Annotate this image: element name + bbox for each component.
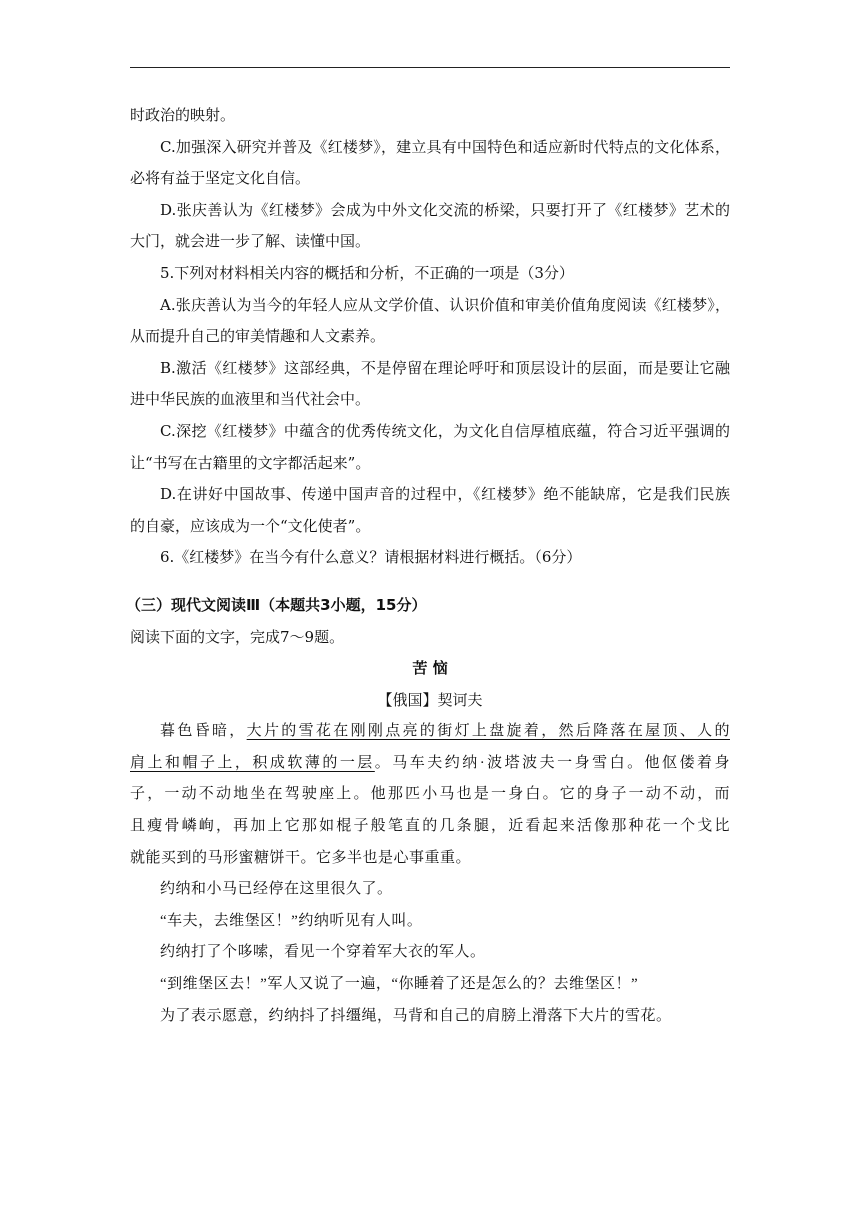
story-p3: “车夫，去维堡区！”约纳听见有人叫。 bbox=[160, 912, 423, 929]
story-p5: “到维堡区去！”军人又说了一遍，“你睡着了还是怎么的？去维堡区！” bbox=[160, 976, 639, 993]
section3-instruction: 阅读下面的文字，完成7～9题。 bbox=[130, 627, 345, 646]
story-author: 【俄国】契诃夫 bbox=[377, 690, 483, 709]
story-p1-line1-underlined: 大片的雪花在刚刚点亮的街灯上盘旋着，然后降落在屋顶、人的 bbox=[246, 723, 730, 740]
q5-option-d-line1: D.在讲好中国故事、传递中国声音的过程中，《红楼梦》绝不能缺席，它是我们民族 bbox=[160, 485, 730, 504]
story-p1-line1 bbox=[130, 716, 730, 748]
story-p1-line1-plain: 暮色昏暗， bbox=[160, 723, 247, 740]
header-rule bbox=[130, 67, 730, 68]
story-p1-line2-underlined: 肩上和帽子上，积成软薄的一层 bbox=[130, 754, 375, 771]
story-p1-line2 bbox=[130, 748, 730, 780]
q5-option-b-line1: B.激活《红楼梦》这部经典，不是停留在理论呼吁和顶层设计的层面，而是要让它融 bbox=[160, 358, 730, 377]
q4-option-d-line1: D.张庆善认为《红楼梦》会成为中外文化交流的桥梁，只要打开了《红楼梦》艺术的 bbox=[160, 200, 730, 219]
section-gap bbox=[130, 574, 730, 590]
story-p1-line5: 就能买到的马形蜜糖饼干。它多半也是心事重重。 bbox=[130, 849, 472, 866]
q5-option-c-line2: 让“书写在古籍里的文字都活起来”。 bbox=[130, 453, 371, 472]
q6-stem: 6.《红楼梦》在当今有什么意义？请根据材料进行概括。（6分） bbox=[160, 548, 582, 567]
q4-option-c-line1: C.加强深入研究并普及《红楼梦》，建立具有中国特色和适应新时代特点的文化体系， bbox=[160, 137, 730, 156]
q4-option-d-line2: 大门，就会进一步了解、读懂中国。 bbox=[130, 232, 371, 251]
story-p1-line3: 子，一动不动地坐在驾驶座上。他那匹小马也是一身白。它的身子一动不动，而 bbox=[130, 786, 730, 803]
story-p4: 约纳打了个哆嗦，看见一个穿着军大衣的军人。 bbox=[160, 944, 486, 961]
q5-option-a-line2: 从而提升自己的审美情趣和人文素养。 bbox=[130, 327, 386, 346]
q5-stem: 5.下列对材料相关内容的概括和分析，不正确的一项是（3分） bbox=[160, 263, 574, 282]
story-title: 苦 恼 bbox=[412, 659, 448, 678]
q5-option-a-line1: A.张庆善认为当今的年轻人应从文学价值、认识价值和审美价值角度阅读《红楼梦》， bbox=[160, 295, 730, 314]
q4-option-c-line2: 必将有益于坚定文化自信。 bbox=[130, 169, 311, 188]
page-content bbox=[126, 100, 730, 1032]
story-p1-line2-plain: 。马车夫约纳·波塔波夫一身雪白。他伛偻着身 bbox=[374, 754, 730, 771]
top-fragment: 时政治的映射。 bbox=[130, 106, 236, 124]
section3-heading: （三）现代文阅读Ⅲ（本题共3小题，15分） bbox=[126, 595, 427, 614]
q5-option-c-line1: C.深挖《红楼梦》中蕴含的优秀传统文化，为文化自信厚植底蕴，符合习近平强调的 bbox=[160, 421, 730, 440]
q5-option-d-line2: 的自豪，应该成为一个“文化使者”。 bbox=[130, 516, 371, 535]
q5-option-b-line2: 进中华民族的血液里和当代社会中。 bbox=[130, 390, 371, 409]
story-p1-line4: 且瘦骨嶙峋，再加上它那如棍子般笔直的几条腿，近看起来活像那种花一个戈比 bbox=[130, 818, 730, 835]
story-p6: 为了表示愿意，约纳抖了抖缰绳，马背和自己的肩膀上滑落下大片的雪花。 bbox=[160, 1007, 672, 1024]
story-p2: 约纳和小马已经停在这里很久了。 bbox=[160, 881, 393, 898]
